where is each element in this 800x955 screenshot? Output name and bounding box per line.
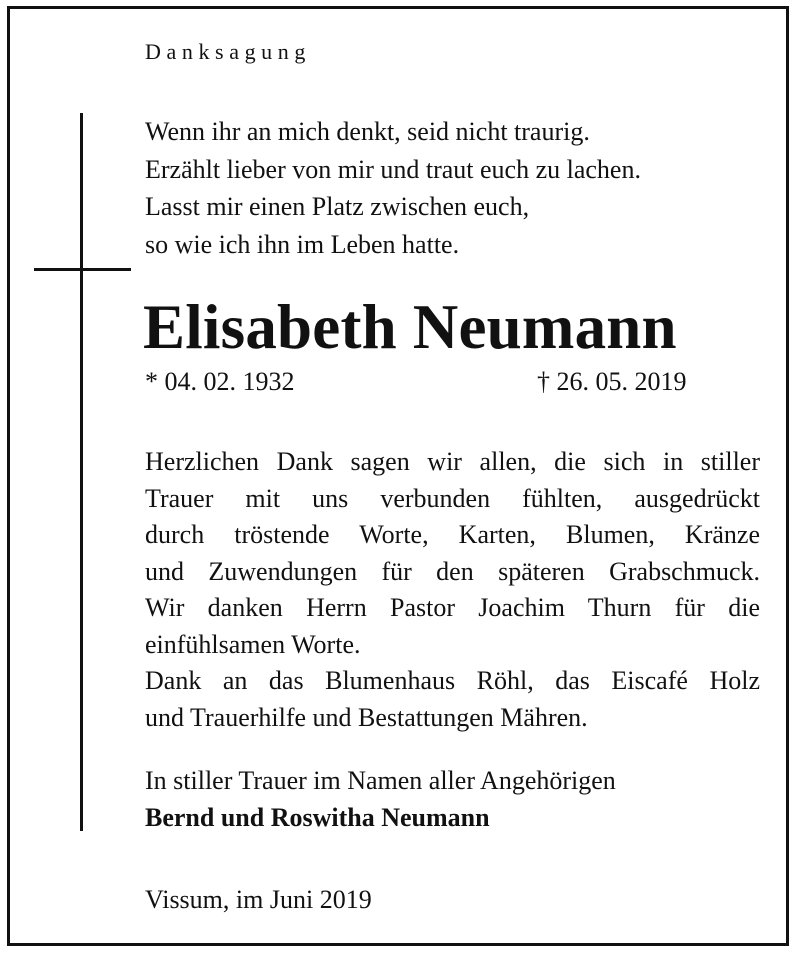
deceased-name: Elisabeth Neumann: [143, 292, 677, 362]
notice-heading: Danksagung: [145, 39, 311, 64]
thanks-line: und Zuwendungen für den späteren Grabschmuck.: [145, 556, 760, 586]
cross-icon-horizontal-bar: [34, 268, 131, 271]
thanks-line: Dank an das Blumenhaus Röhl, das Eiscafé Holz: [145, 666, 760, 695]
birth-date: * 04. 02. 1932: [145, 367, 295, 396]
thanks-line: und Trauerhilfe und Bestattungen Mähren.: [145, 702, 588, 732]
poem-line: Lasst mir einen Platz zwischen euch,: [145, 192, 530, 221]
poem-line: so wie ich ihn im Leben hatte.: [145, 229, 460, 259]
signature-block: [145, 763, 616, 836]
thanks-line: Herzlichen Dank sagen wir allen, die sich in stiller: [145, 447, 760, 476]
cross-icon-vertical-bar: [80, 113, 83, 831]
signature-intro: In stiller Trauer im Namen aller Angehörigen: [145, 766, 616, 795]
place-and-date: Vissum, im Juni 2019: [145, 885, 372, 914]
poem-line: Wenn ihr an mich denkt, seid nicht traurig.: [145, 117, 590, 146]
thanks-line: durch tröstende Worte, Karten, Blumen, Kränze: [145, 520, 760, 549]
thanks-line: einfühlsamen Worte.: [145, 629, 361, 659]
poem-block: [145, 113, 641, 263]
thanks-line: Wir danken Herrn Pastor Joachim Thurn für die: [145, 593, 760, 622]
signature-names: Bernd und Roswitha Neumann: [145, 802, 490, 832]
thanks-line: Trauer mit uns verbunden fühlten, ausgedrückt: [145, 483, 760, 513]
death-date: † 26. 05. 2019: [537, 367, 687, 396]
thanks-paragraph: [145, 444, 760, 736]
poem-line: Erzählt lieber von mir und traut euch zu lachen.: [145, 154, 641, 184]
